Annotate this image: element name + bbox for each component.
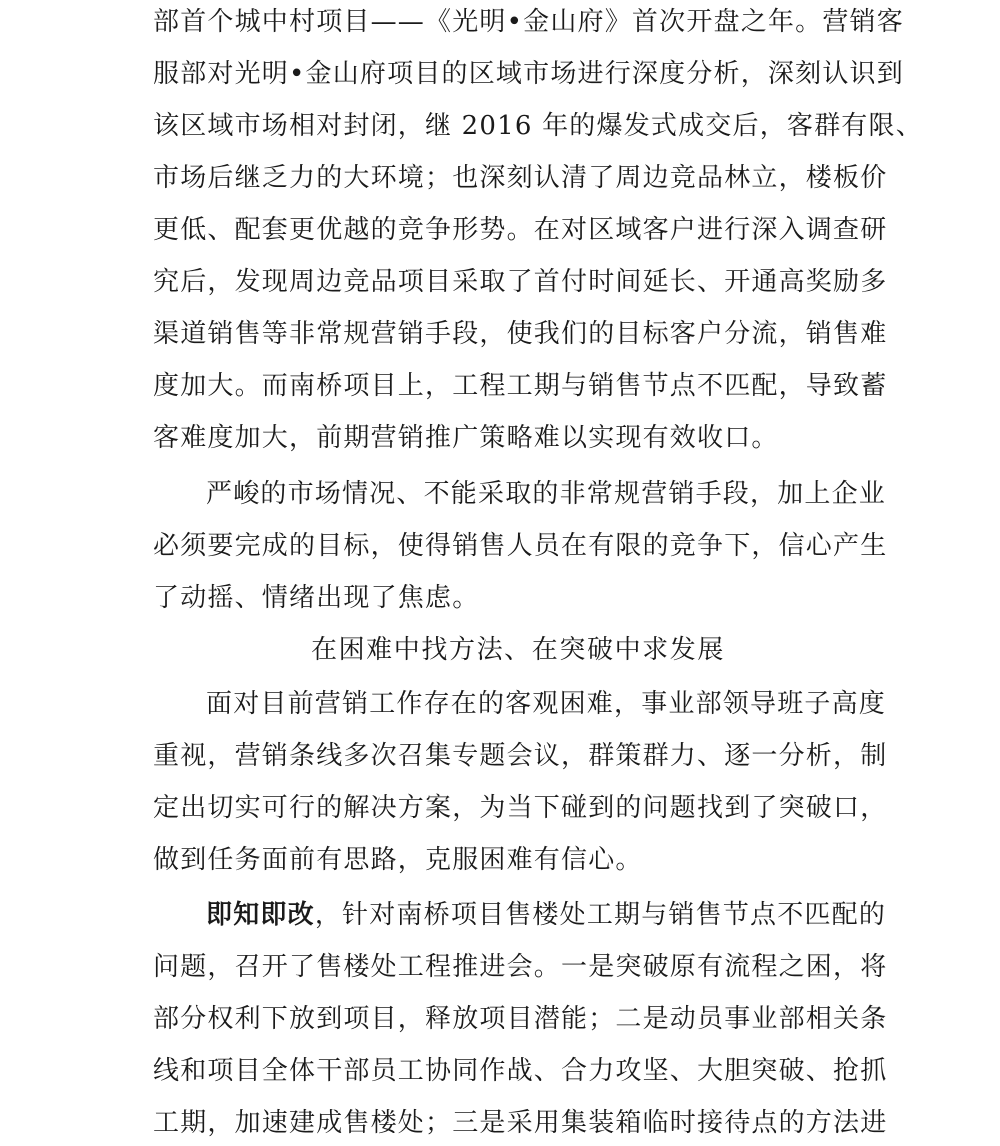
- paragraph-4-line-4: 线和项目全体干部员工协同作战、合力攻坚、大胆突破、抢抓: [153, 1056, 888, 1086]
- paragraph-3-line-1: 面对目前营销工作存在的客观困难，事业部领导班子高度: [206, 689, 887, 719]
- paragraph-4-line-1: [206, 895, 887, 935]
- paragraph-1-line-8: 度加大。而南桥项目上，工程工期与销售节点不匹配，导致蓄: [153, 371, 888, 401]
- paragraph-2-line-2: 必须要完成的目标，使得销售人员在有限的竞争下，信心产生: [153, 531, 888, 561]
- paragraph-4-line-5: 工期，加速建成售楼处；三是采用集装箱临时接待点的方法进: [153, 1108, 888, 1138]
- paragraph-3-line-4: 做到任务面前有思路，克服困难有信心。: [153, 845, 643, 875]
- paragraph-2-line-1: 严峻的市场情况、不能采取的非常规营销手段，加上企业: [206, 479, 887, 509]
- paragraph-1-line-5: 更低、配套更优越的竞争形势。在对区域客户进行深入调查研: [153, 215, 888, 245]
- paragraph-4-line-1-rest: ，针对南桥项目售楼处工期与销售节点不匹配的: [314, 900, 887, 930]
- paragraph-1-line-1: 部首个城中村项目——《光明•金山府》首次开盘之年。营销客: [153, 7, 904, 37]
- paragraph-1-line-2: 服部对光明•金山府项目的区域市场进行深度分析，深刻认识到: [153, 59, 904, 89]
- paragraph-2-line-3: 了动摇、情绪出现了焦虑。: [153, 583, 480, 613]
- section-heading: 在困难中找方法、在突破中求发展: [310, 635, 725, 665]
- lead-bold-phrase: 即知即改: [206, 900, 315, 930]
- paragraph-1-line-7: 渠道销售等非常规营销手段，使我们的目标客户分流，销售难: [153, 319, 888, 349]
- paragraph-1-line-4: 市场后继乏力的大环境；也深刻认清了周边竞品林立，楼板价: [153, 163, 888, 193]
- paragraph-4-line-2: 问题，召开了售楼处工程推进会。一是突破原有流程之困，将: [153, 952, 888, 982]
- paragraph-3-line-2: 重视，营销条线多次召集专题会议，群策群力、逐一分析，制: [153, 741, 888, 771]
- paragraph-1-line-9: 客难度加大，前期营销推广策略难以实现有效收口。: [153, 423, 779, 453]
- paragraph-3-line-3: 定出切实可行的解决方案，为当下碰到的问题找到了突破口，: [153, 793, 888, 823]
- paragraph-1-line-3: 该区域市场相对封闭，继 2016 年的爆发式成交后，客群有限、: [153, 111, 923, 141]
- paragraph-4-line-3: 部分权利下放到项目，释放项目潜能；二是动员事业部相关条: [153, 1004, 888, 1034]
- paragraph-1-line-6: 究后，发现周边竞品项目采取了首付时间延长、开通高奖励多: [153, 267, 888, 297]
